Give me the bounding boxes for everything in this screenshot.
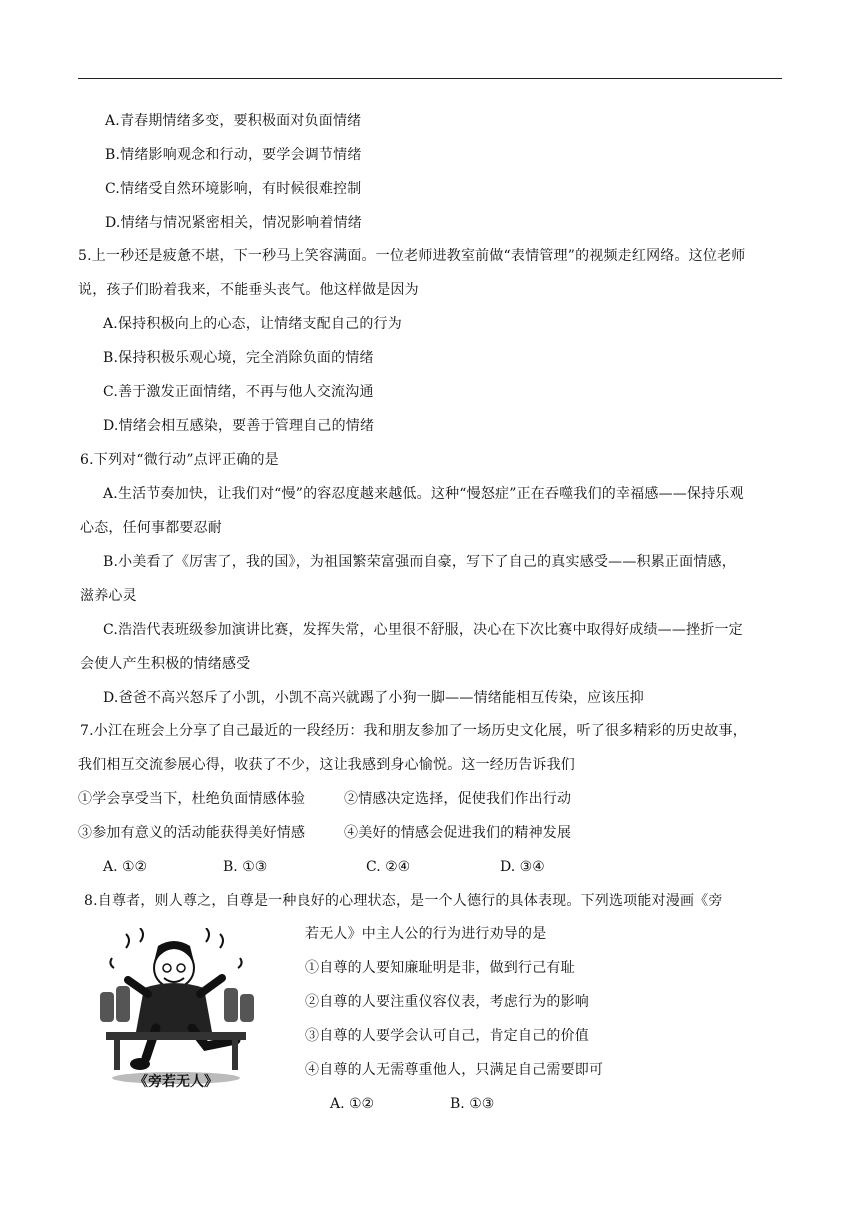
cartoon-caption: 《旁若无人》 [134,1074,218,1090]
q8-choice-a: A. ①② [330,1096,375,1112]
q8-statement-4: ④自尊的人无需尊重他人，只满足自己需要即可 [305,1062,604,1078]
q7-choice-a: A. ①② [103,859,148,875]
q7-stem-line-1: 7.小江在班会上分享了自己最近的一段经历：我和朋友参加了一场历史文化展，听了很多精彩的历史故事， [80,723,747,739]
q8-statement-1: ①自尊的人要知廉耻明是非，做到行己有耻 [305,960,575,976]
q7-choice-b: B. ①③ [223,859,268,875]
q6-option-a-line-2: 心态，任何事都要忍耐 [80,520,222,536]
q8-statement-2: ②自尊的人要注重仪容仪表，考虑行为的影响 [305,994,589,1010]
q4-option-d: D.情绪与情况紧密相关，情况影响着情绪 [105,215,362,231]
q7-stem-line-2: 我们相互交流参展心得，收获了不少，这让我感到身心愉悦。这一经历告诉我们 [78,757,575,773]
q6-option-b-line-1: B.小美看了《厉害了，我的国》，为祖国繁荣富强而自豪，写下了自己的真实感受——积累正面情感， [103,554,736,570]
q8-stem-continued: 若无人》中主人公的行为进行劝导的是 [305,926,547,942]
q6-option-d: D.爸爸不高兴怒斥了小凯，小凯不高兴就踢了小狗一脚——情绪能相互传染，应该压抑 [103,690,644,706]
q4-option-b: B.情绪影响观念和行动，要学会调节情绪 [105,147,362,163]
q5-stem-line-1: 5.上一秒还是疲惫不堪，下一秒马上笑容满面。一位老师进教室前做“表情管理”的视频走红网络。这位老师 [78,248,746,264]
q8-choice-b: B. ①③ [450,1096,495,1112]
q4-option-c: C.情绪受自然环境影响，有时候很难控制 [105,181,362,197]
q5-stem-line-2: 说，孩子们盼着我来，不能垂头丧气。他这样做是因为 [78,282,419,298]
q7-choice-d: D. ③④ [500,859,545,875]
q7-choices [0,857,860,877]
q6-option-c-line-2: 会使人产生积极的情绪感受 [80,656,251,672]
q7-statement-3: ③参加有意义的活动能获得美好情感 [78,825,306,841]
q7-choice-c: C. ②④ [366,859,411,875]
q6-option-c-line-1: C.浩浩代表班级参加演讲比赛，发挥失常，心里很不舒服，决心在下次比赛中取得好成绩——挫折一定 [103,622,743,638]
q5-option-c: C.善于激发正面情绪，不再与他人交流沟通 [103,384,374,400]
q8-stem: 8.自尊者，则人尊之，自尊是一种良好的心理状态，是一个人德行的具体表现。下列选项能对漫画《旁 [84,893,723,909]
q5-option-d: D.情绪会相互感染，要善于管理自己的情绪 [103,418,375,434]
q6-stem: 6.下列对“微行动”点评正确的是 [80,452,279,468]
q5-option-b: B.保持积极乐观心境，完全消除负面的情绪 [103,350,374,366]
q7-statement-2: ②情感决定选择，促使我们作出行动 [344,791,572,807]
q4-option-a: A.青春期情绪多变，要积极面对负面情绪 [105,113,362,129]
q6-option-b-line-2: 滋养心灵 [80,588,137,604]
q5-option-a: A.保持积极向上的心态，让情绪支配自己的行为 [103,316,402,332]
q6-option-a-line-1: A.生活节奏加快，让我们对“慢”的容忍度越来越低。这种“慢怒症”正在吞噬我们的幸福感——保持乐观 [103,486,744,502]
header-rule [78,78,782,79]
q8-statement-3: ③自尊的人要学会认可自己，肯定自己的价值 [305,1028,589,1044]
q7-statement-4: ④美好的情感会促进我们的精神发展 [344,825,572,841]
q7-statement-1: ①学会享受当下，杜绝负面情感体验 [78,791,306,807]
